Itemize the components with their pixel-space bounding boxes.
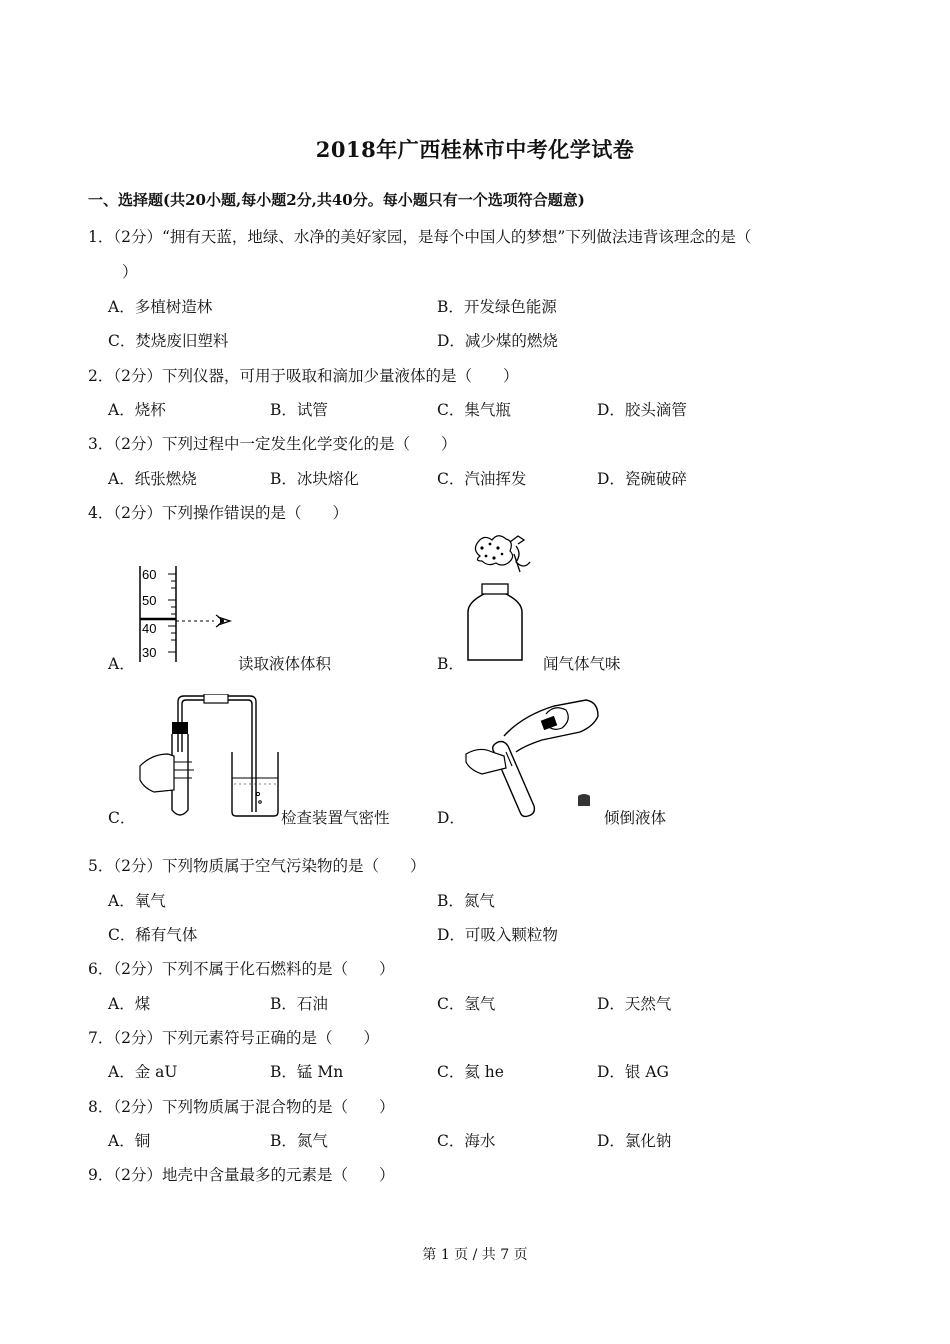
q6-option-a: A．煤: [108, 995, 151, 1013]
q1-option-b: B．开发绿色能源: [437, 298, 557, 316]
question-4-stem: 4．（2分）下列操作错误的是（ ）: [88, 504, 348, 522]
question-7-stem: 7．（2分）下列元素符号正确的是（ ）: [88, 1029, 379, 1047]
q8-option-c: C．海水: [437, 1132, 496, 1150]
cylinder-tick-50: 50: [142, 593, 157, 608]
q3-option-d: D．瓷碗破碎: [597, 470, 687, 488]
q7-option-b: B．锰 Mn: [270, 1063, 344, 1081]
question-5-stem: 5．（2分）下列物质属于空气污染物的是（ ）: [88, 857, 426, 875]
page-footer: 第 1 页 / 共 7 页: [422, 1247, 528, 1263]
q5-option-a: A．氧气: [108, 892, 166, 910]
cylinder-tick-40: 40: [142, 621, 157, 636]
q3-option-a: A．纸张燃烧: [108, 470, 197, 488]
q1-option-d: D．减少煤的燃烧: [437, 332, 558, 350]
cylinder-tick-60: 60: [142, 567, 157, 582]
question-6-stem: 6．（2分）下列不属于化石燃料的是（ ）: [88, 960, 395, 978]
question-8-stem: 8．（2分）下列物质属于混合物的是（ ）: [88, 1098, 395, 1116]
q2-option-b: B．试管: [270, 401, 328, 419]
q2-option-c: C．集气瓶: [437, 401, 511, 419]
q7-option-c: C．氦 he: [437, 1063, 504, 1081]
airtightness-figure: [134, 694, 284, 820]
q7-option-a: A．金 aU: [108, 1063, 178, 1081]
q5-option-d: D．可吸入颗粒物: [437, 926, 558, 944]
question-3-stem: 3．（2分）下列过程中一定发生化学变化的是（ ）: [88, 435, 457, 453]
page-title: 2018年广西桂林市中考化学试卷: [315, 137, 635, 162]
section-heading: 一、选择题(共20小题,每小题2分,共40分。每小题只有一个选项符合题意): [88, 191, 585, 209]
smell-gas-figure: [460, 532, 540, 666]
q4-caption-c: 检查装置气密性: [281, 809, 390, 827]
q4-caption-d: 倾倒液体: [604, 809, 667, 827]
q4-caption-b: 闻气体气味: [543, 655, 621, 673]
q5-option-c: C．稀有气体: [108, 926, 198, 944]
pouring-liquid-figure: [462, 696, 612, 820]
cylinder-reading-figure: [134, 562, 244, 666]
q4-option-b: B．: [437, 655, 464, 673]
question-1-stem-cont: ）: [122, 263, 138, 281]
q4-option-c: C．: [108, 809, 136, 827]
question-2-stem: 2．（2分）下列仪器，可用于吸取和滴加少量液体的是（ ）: [88, 367, 519, 385]
q6-option-d: D．天然气: [597, 995, 672, 1013]
question-9-stem: 9．（2分）地壳中含量最多的元素是（ ）: [88, 1166, 395, 1184]
question-1-stem: 1．（2分）“拥有天蓝，地绿、水净的美好家园，是每个中国人的梦想”下列做法违背该理念的是（: [88, 228, 752, 246]
q8-option-a: A．铜: [108, 1132, 151, 1150]
q4-option-a: A．: [108, 655, 135, 673]
q6-option-c: C．氢气: [437, 995, 496, 1013]
cylinder-tick-30: 30: [142, 645, 157, 660]
q3-option-c: C．汽油挥发: [437, 470, 527, 488]
q2-option-d: D．胶头滴管: [597, 401, 687, 419]
q4-caption-a: 读取液体体积: [238, 655, 332, 673]
q3-option-b: B．冰块熔化: [270, 470, 359, 488]
q4-option-d: D．: [437, 809, 465, 827]
q1-option-c: C．焚烧废旧塑料: [108, 332, 229, 350]
q1-option-a: A．多植树造林: [108, 298, 213, 316]
q7-option-d: D．银 AG: [597, 1063, 669, 1081]
q8-option-d: D．氯化钠: [597, 1132, 672, 1150]
q6-option-b: B．石油: [270, 995, 328, 1013]
q8-option-b: B．氮气: [270, 1132, 328, 1150]
q2-option-a: A．烧杯: [108, 401, 166, 419]
q5-option-b: B．氮气: [437, 892, 495, 910]
